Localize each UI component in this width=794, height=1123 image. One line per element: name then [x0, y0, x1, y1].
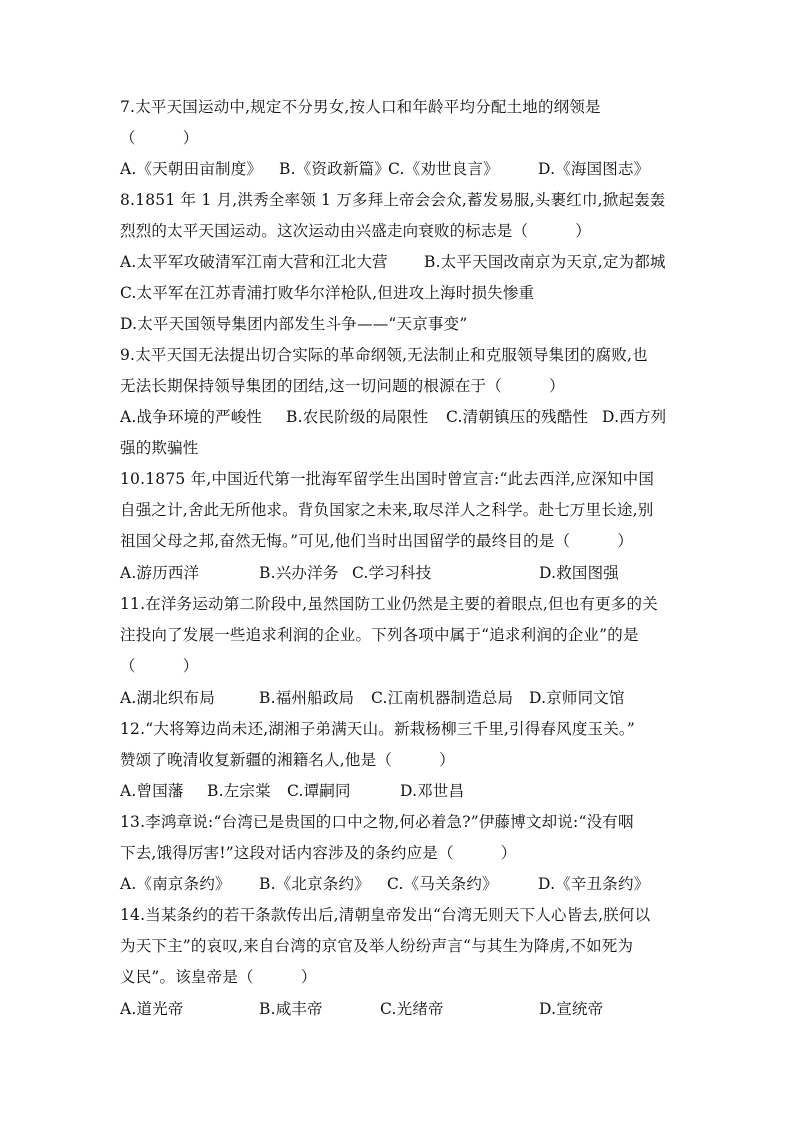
q7-stem-line-2: （ ）: [120, 129, 199, 147]
q9-option-b: B.农民阶级的局限性: [286, 408, 429, 426]
q11-option-a: A.湖北织布局: [120, 689, 216, 707]
q9-stem-line-1: 9.太平天国无法提出切合实际的革命纲领,无法制止和克服领导集团的腐败,也: [120, 346, 648, 364]
q13-option-b: B.《北京条约》: [259, 875, 370, 893]
q14-stem-line-3: 义民”。该皇帝是（ ）: [120, 968, 317, 986]
q8-stem-line-1: 8.1851 年 1 月,洪秀全率领 1 万多拜上帝会会众,蓄发易服,头裹红巾,掀起轰轰: [120, 191, 666, 209]
q9-option-d-cont: 强的欺骗性: [120, 439, 199, 457]
q7-option-a: A.《天朝田亩制度》: [120, 160, 263, 178]
q13-option-d: D.《辛丑条约》: [538, 875, 650, 893]
q9-option-a: A.战争环境的严峻性: [120, 408, 263, 426]
q13-stem-line-2: 下去,饿得厉害!”这段对话内容涉及的条约应是（ ）: [120, 844, 517, 862]
q12-stem-line-2: 赞颂了晚清收复新疆的湘籍名人,他是（ ）: [120, 751, 455, 769]
q11-option-c: C.江南机器制造总局: [371, 689, 514, 707]
q8-option-d: D.太平天国领导集团内部发生斗争——“天京事变”: [120, 315, 468, 333]
q11-stem-line-2: 注投向了发展一些追求利润的企业。下列各项中属于“追求利润的企业”的是: [120, 626, 639, 644]
q10-option-b: B.兴办洋务: [259, 564, 339, 582]
q14-option-c: C.光绪帝: [380, 1000, 444, 1018]
q14-option-d: D.宣统帝: [539, 1000, 604, 1018]
q13-option-c: C.《马关条约》: [387, 875, 498, 893]
q10-option-c: C.学习科技: [352, 564, 432, 582]
q9-option-d: D.西方列: [602, 408, 667, 426]
q13-stem-line-1: 13.李鸿章说:“台湾已是贵国的口中之物,何必着急?”伊藤博文却说:“没有咽: [120, 813, 634, 831]
q12-option-a: A.曾国藩: [120, 782, 184, 800]
q10-stem-line-1: 10.1875 年,中国近代第一批海军留学生出国时曾宣言:“此去西洋,应深知中国: [120, 470, 655, 488]
q11-option-d: D.京师同文馆: [529, 689, 625, 707]
q14-option-b: B.咸丰帝: [259, 1000, 323, 1018]
q9-stem-line-2: 无法长期保持领导集团的团结,这一切问题的根源在于（ ）: [120, 377, 565, 395]
q7-stem-line-1: 7.太平天国运动中,规定不分男女,按人口和年龄平均分配土地的纲领是: [120, 98, 601, 116]
q7-option-b: B.《资政新篇》: [279, 160, 390, 178]
q11-stem-line-1: 11.在洋务运动第二阶段中,虽然国防工业仍然是主要的着眼点,但也有更多的关: [120, 595, 658, 613]
q8-option-b: B.太平天国改南京为天京,定为都城: [424, 253, 666, 271]
q8-stem-line-2: 烈烈的太平天国运动。这次运动由兴盛走向衰败的标志是（ ）: [120, 222, 592, 240]
q12-stem-line-1: 12.“大将筹边尚未还,湖湘子弟满天山。新栽杨柳三千里,引得春风度玉关。”: [120, 720, 636, 738]
q8-option-c: C.太平军在江苏青浦打败华尔洋枪队,但进攻上海时损失惨重: [120, 284, 535, 302]
q13-option-a: A.《南京条约》: [120, 875, 231, 893]
q10-option-a: A.游历西洋: [120, 564, 200, 582]
q14-stem-line-1: 14.当某条约的若干条款传出后,清朝皇帝发出“台湾无则天下人心皆去,朕何以: [120, 906, 651, 924]
q7-option-c: C.《劝世良言》: [388, 160, 499, 178]
q9-option-c: C.清朝镇压的残酷性: [446, 408, 589, 426]
q10-option-d: D.救国图强: [539, 564, 620, 582]
q12-option-b: B.左宗棠: [207, 782, 271, 800]
q11-option-b: B.福州船政局: [259, 689, 355, 707]
q8-option-a: A.太平军攻破清军江南大营和江北大营: [120, 253, 388, 271]
q10-stem-line-3: 祖国父母之邦,奋然无悔。”可见,他们当时出国留学的最终目的是（ ）: [120, 532, 634, 550]
q11-stem-line-3: （ ）: [120, 657, 199, 675]
q12-option-c: C.谭嗣同: [287, 782, 351, 800]
q7-option-d: D.《海国图志》: [538, 160, 650, 178]
q14-option-a: A.道光帝: [120, 1000, 184, 1018]
q14-stem-line-2: 为天下主”的哀叹,来自台湾的京官及举人纷纷声言“与其生为降虏,不如死为: [120, 937, 634, 955]
q12-option-d: D.邓世昌: [400, 782, 465, 800]
q10-stem-line-2: 自强之计,舍此无所他求。背负国家之未来,取尽洋人之科学。赴七万里长途,别: [120, 501, 654, 519]
